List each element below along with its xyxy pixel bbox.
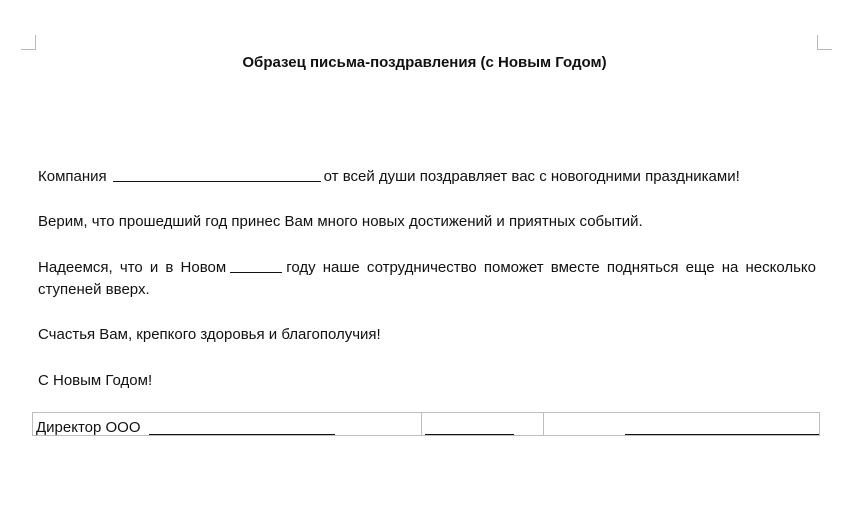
signature-cell-name <box>544 413 819 435</box>
document-title: Образец письма-поздравления (с Новым Годом) <box>242 54 607 71</box>
year-blank <box>230 259 282 273</box>
signature-line <box>425 434 514 435</box>
company-label: Компания <box>38 168 107 185</box>
greeting-text: от всей души поздравляет вас с новогодними праздниками! <box>323 168 740 185</box>
paragraph-past-year: Верим, что прошедший год принес Вам много новых достижений и приятных событий. <box>38 213 643 230</box>
director-label: Директор ООО <box>36 419 141 436</box>
cooperation-text-end: году наше сотрудничество поможет вместе подняться еще на несколько ступеней вверх. <box>38 259 816 298</box>
page-corner-mark-top-left <box>21 35 36 50</box>
page-corner-mark-top-right <box>817 35 832 50</box>
signature-cell-signature <box>422 413 544 435</box>
paragraph-company-greeting <box>38 166 816 188</box>
company-name-blank <box>113 168 321 182</box>
paragraph-wishes: Счастья Вам, крепкого здоровья и благополучия! <box>38 326 381 343</box>
signature-table <box>32 412 820 436</box>
paragraph-new-year: С Новым Годом! <box>38 372 153 389</box>
name-line <box>625 434 819 435</box>
company-signature-line <box>149 434 335 435</box>
paragraph-cooperation <box>38 257 816 301</box>
cooperation-text-start: Надеемся, что и в Новом <box>38 259 227 276</box>
